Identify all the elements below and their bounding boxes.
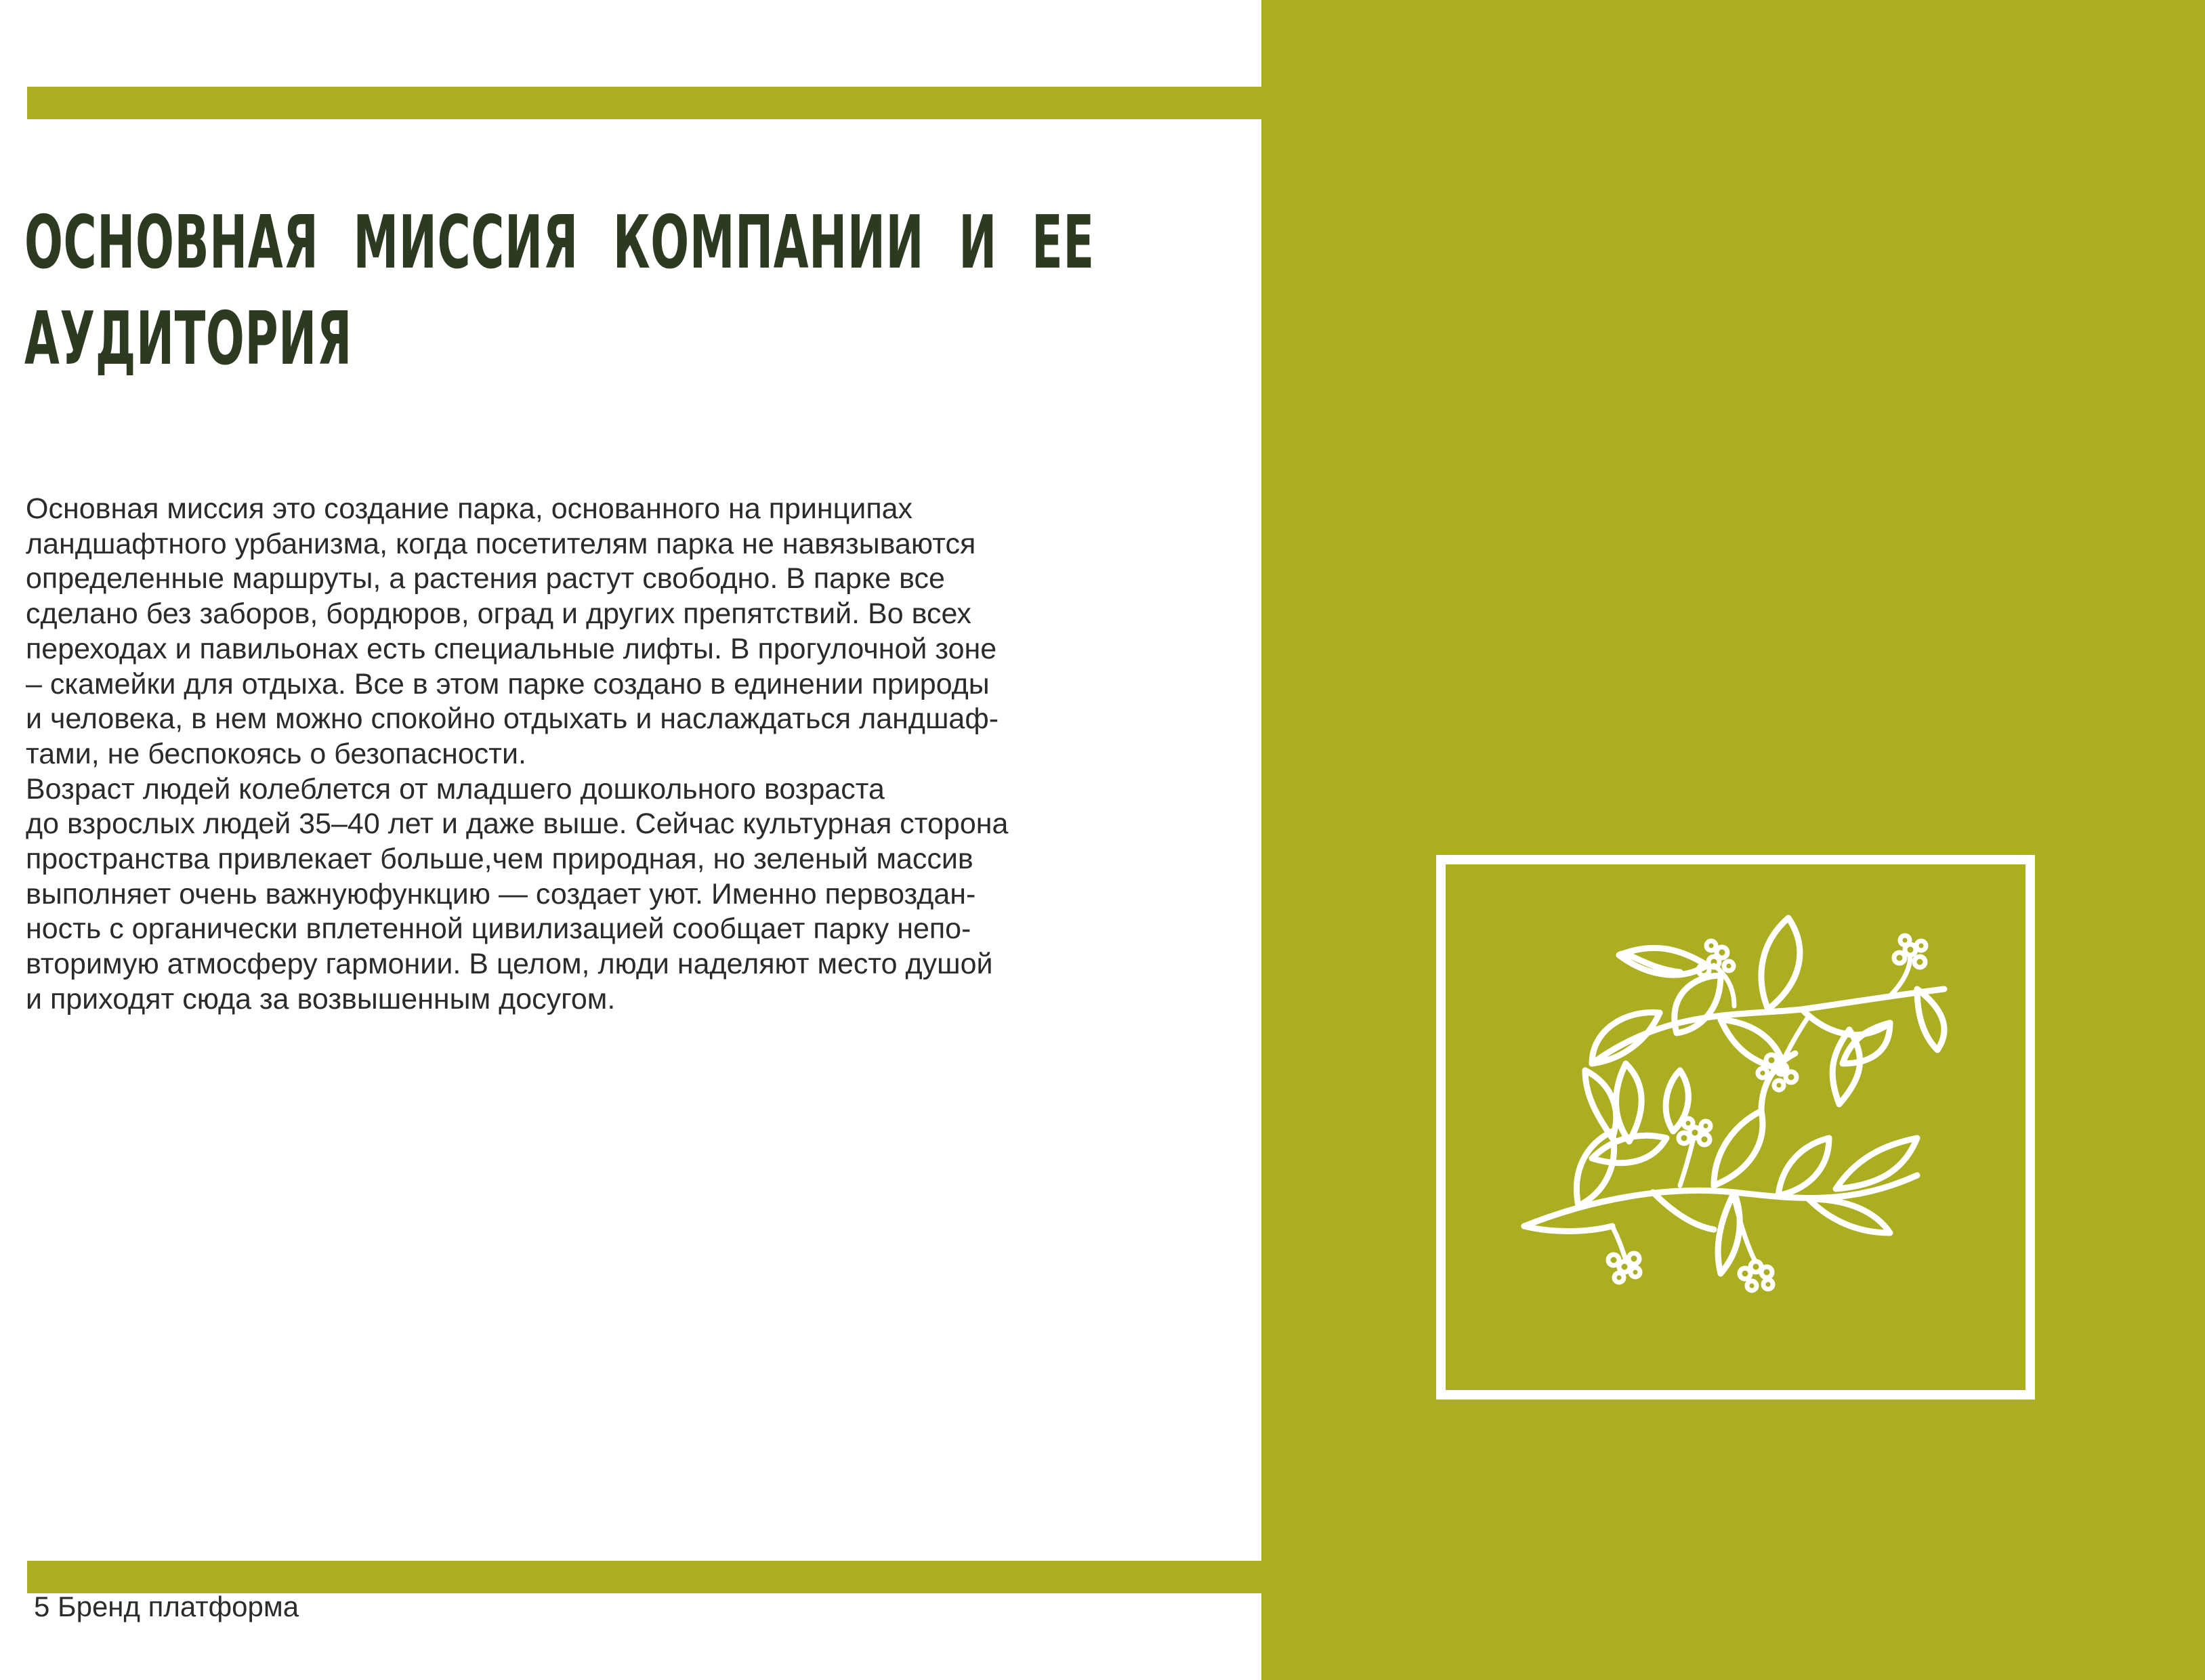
accent-panel: [1261, 0, 2205, 1680]
bottom-accent-bar: [27, 1561, 1261, 1593]
leafy-branch-icon: [1511, 908, 1971, 1335]
paragraph-audience: Возраст людей колеблется от младшего дошкольного возраста до взрослых людей 35–40 лет и даже выше. Сейчас культурная сторона пространства привлекает больше,чем природная, но зеленый массив выполняет очень важнуюфункцию — создает уют. Именно первоздан- ность с органически вплетенной цивилизацией сообщает парку непо- вторимую атмосферу гармонии. В целом, люди наделяют место душой и приходят сюда за возвышенным досугом.: [26, 772, 1009, 1015]
paragraph-mission: Основная миссия это создание парка, основанного на принципах ландшафтного урбанизма, когда посетителям парка не навязываются определенные маршруты, а растения растут свободно. В парке все сделано без заборов, бордюров, оград и других препятствий. Во всех переходах и павильонах есть специальные лифты. В прогулочной зоне – скамейки для отдыха. Все в этом парке создано в единении природы и человека, в нем можно спокойно отдыхать и наслаждаться ландшаф- тами, не беспокоясь о безопасности.: [26, 492, 999, 770]
page-title: ОСНОВНАЯ МИССИЯ КОМПАНИИ И ЕЕ АУДИТОРИЯ: [24, 201, 1095, 381]
page-footer: 5 Бренд платформа: [34, 1591, 299, 1622]
body-text: [26, 492, 1083, 1017]
top-accent-bar: [27, 87, 1261, 119]
